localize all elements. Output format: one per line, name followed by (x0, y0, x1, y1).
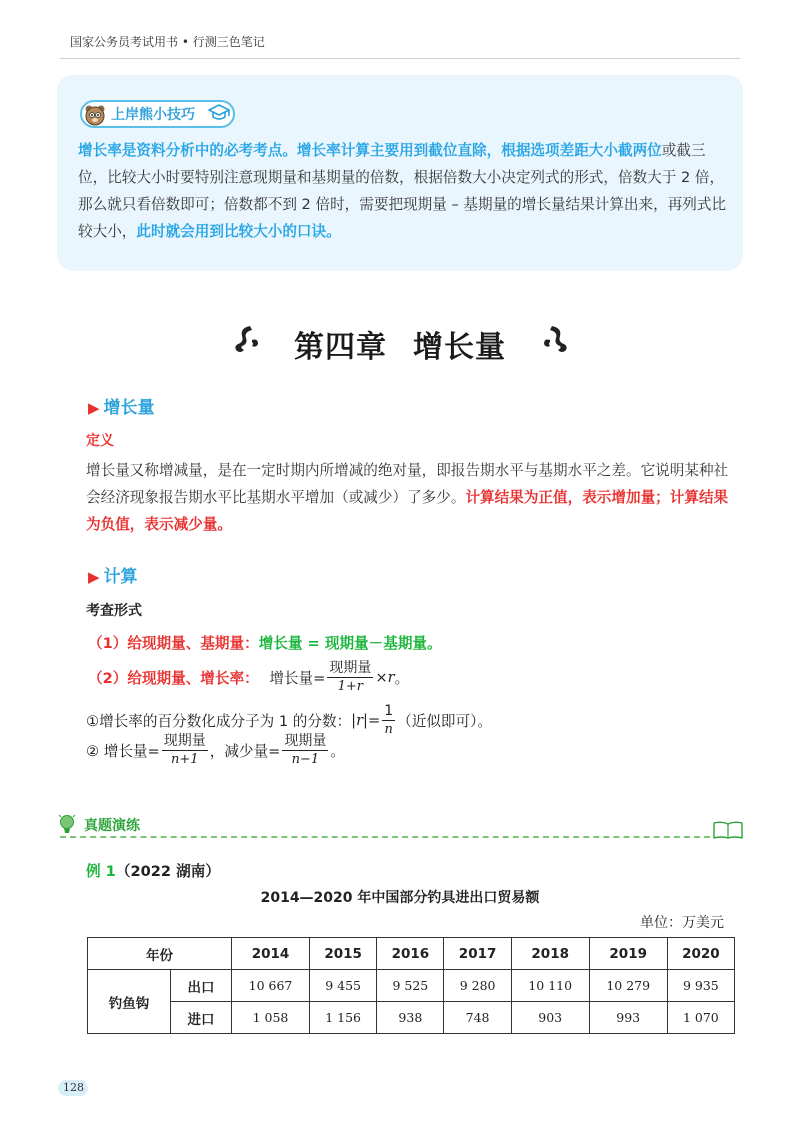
table-header-row (88, 938, 735, 970)
formula-2-end: 。 (394, 670, 410, 687)
fraction-numerator: 1 (384, 703, 394, 719)
note-2-mid: ，减少量= (209, 743, 281, 760)
table-cell: 993 (589, 1002, 667, 1034)
note-1-eq: = (367, 712, 381, 729)
table-cell: 1 156 (310, 1002, 377, 1034)
example-source: （2022 湖南） (115, 863, 220, 880)
ornament-right-icon (540, 322, 570, 358)
table-cell: 10 110 (511, 970, 589, 1002)
header-year: 2016 (377, 938, 444, 970)
open-book-icon (712, 820, 744, 840)
tip-title: 上岸熊小技巧 (111, 107, 195, 123)
fraction-denominator: 1+r (337, 679, 364, 694)
header-year: 2014 (232, 938, 310, 970)
example-number: 例 1 (86, 863, 116, 880)
header-year: 2018 (511, 938, 589, 970)
table-cell: 1 058 (232, 1002, 310, 1034)
group-label: 钓鱼钩 (88, 970, 171, 1034)
note-2-prefix: ② 增长量= (86, 743, 160, 760)
formula-2-r: r (387, 669, 395, 686)
practice-divider (60, 836, 710, 838)
table-cell: 10 667 (232, 970, 310, 1002)
table-cell: 10 279 (589, 970, 667, 1002)
header-divider (60, 58, 740, 59)
note-1-text: ①增长率的百分数化成分子为 1 的分数： (86, 713, 352, 730)
table-cell: 9 935 (667, 970, 734, 1002)
definition-text: 增长量又称增减量，是在一定时期内所增减的绝对量，即报告期水平与基期水平之差。它说明某种社会经济现象报告期水平比基期水平增加（或减少）了多少。 (86, 462, 729, 506)
table-row (88, 1002, 735, 1034)
definition-label: 定义 (86, 433, 114, 449)
chapter-name: 增长量 (413, 330, 506, 365)
fraction-numerator: 现期量 (163, 733, 206, 749)
note-1-tail: （近似即可）。 (397, 713, 492, 730)
tip-body (78, 137, 728, 245)
trade-table (87, 937, 735, 1034)
fraction-denominator: n+1 (170, 752, 199, 767)
section-heading-text: 增长量 (103, 398, 155, 418)
fraction (327, 660, 373, 695)
table-cell: 9 525 (377, 970, 444, 1002)
fraction-denominator: n−1 (291, 752, 320, 767)
note-2-end: 。 (330, 743, 345, 760)
section-heading-calc (88, 562, 138, 587)
table-cell: 903 (511, 1002, 589, 1034)
fraction-numerator: 现期量 (329, 660, 372, 676)
chapter-title (0, 322, 800, 366)
formula-line-1 (88, 632, 442, 653)
form-label: 考查形式 (86, 603, 142, 619)
note-1-abs: |r| (351, 712, 368, 729)
fraction (382, 703, 395, 738)
header-year: 2020 (667, 938, 734, 970)
fraction-denominator: n (384, 722, 393, 737)
formula-2-times: × (375, 669, 388, 686)
table-cell: 9 455 (310, 970, 377, 1002)
note-line-1 (86, 703, 492, 735)
fraction-numerator: 现期量 (284, 733, 327, 749)
formula-1-label: （1）给现期量、基期量： (88, 635, 259, 652)
header-year-label: 年份 (88, 938, 232, 970)
page-number: 128 (63, 1081, 84, 1094)
practice-title: 真题演练 (84, 818, 140, 834)
bear-mascot-icon (84, 104, 106, 126)
row-label: 出口 (171, 970, 232, 1002)
header-year: 2015 (310, 938, 377, 970)
section-heading-growth (88, 393, 155, 418)
example-label (86, 860, 220, 881)
table-cell: 748 (444, 1002, 511, 1034)
formula-line-2 (88, 660, 409, 700)
tip-body-highlight: 增长率是资料分析中的必考考点。增长率计算主要用到截位直除，根据选项差距大小截两位 (78, 142, 662, 159)
unit-label: 单位：万美元 (640, 915, 724, 931)
running-header: 国家公务员考试用书 • 行测三色笔记 (70, 35, 265, 49)
section-heading-text: 计算 (103, 567, 138, 587)
table-title: 2014—2020 年中国部分钓具进出口贸易额 (260, 890, 540, 906)
table-cell: 938 (377, 1002, 444, 1034)
row-label: 进口 (171, 1002, 232, 1034)
formula-2-lhs: 增长量= (269, 670, 326, 687)
fraction (162, 733, 208, 768)
header-year: 2019 (589, 938, 667, 970)
definition-highlight: 计算结果为正值，表示增加量；计算结果为负值，表示减少量。 (86, 489, 729, 533)
lightbulb-icon (58, 814, 76, 836)
table-cell: 9 280 (444, 970, 511, 1002)
note-line-2 (86, 733, 345, 773)
table-row (88, 970, 735, 1002)
graduation-cap-icon (207, 103, 231, 123)
header-year: 2017 (444, 938, 511, 970)
formula-2-label: （2）给现期量、增长率： (88, 670, 259, 687)
triangle-arrow-icon: ▶ (88, 399, 100, 417)
tip-body-highlight-end: 此时就会用到比较大小的口诀。 (136, 223, 341, 240)
chapter-number: 第四章 (294, 330, 387, 365)
fraction (282, 733, 328, 768)
definition-body (86, 457, 736, 538)
formula-1-expression: 增长量 = 现期量－基期量。 (258, 635, 442, 652)
tip-body-text: 或截三位，比较大小时要特别注意现期量和基期量的倍数，根据倍数大小决定列式的形式，倍数大于 2 倍，那么就只看倍数即可；倍数都不到 2 倍时，需要把现期量 – 基期量的增长量结果计算出来，再列式比较大小， (78, 142, 727, 240)
triangle-arrow-icon: ▶ (88, 568, 100, 586)
table-cell: 1 070 (667, 1002, 734, 1034)
